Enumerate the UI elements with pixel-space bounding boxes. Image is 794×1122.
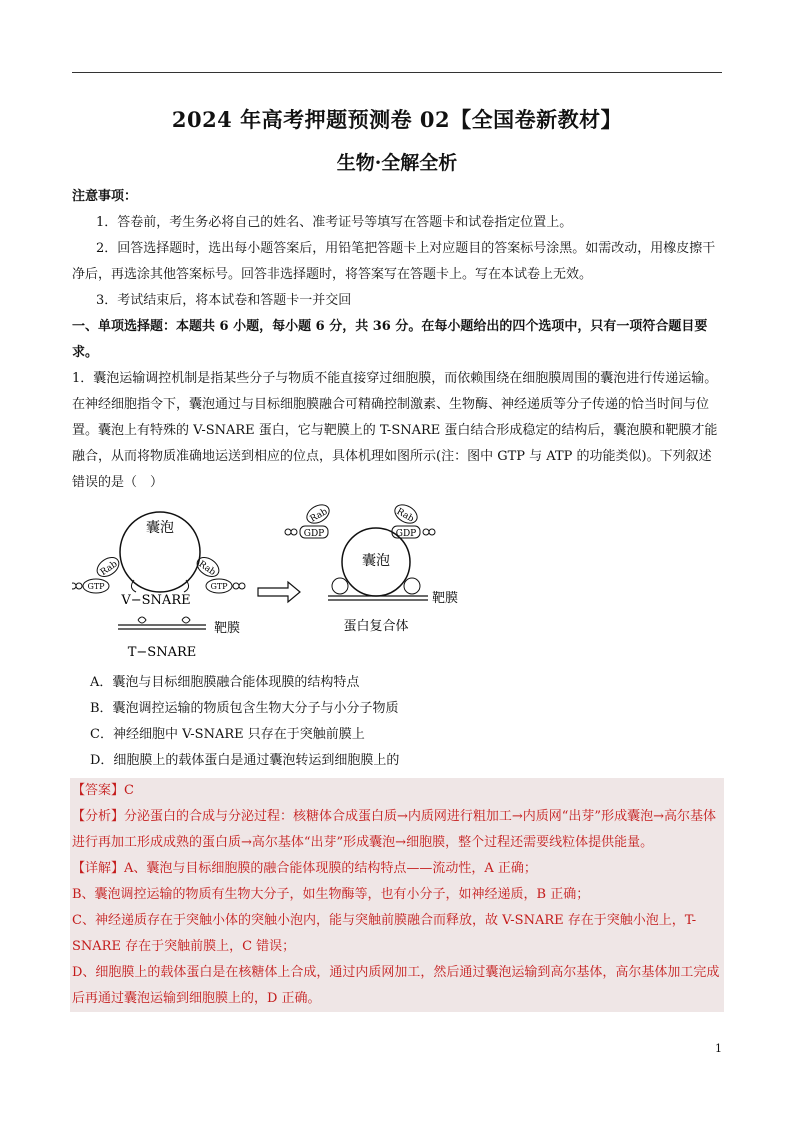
process-arrow bbox=[258, 582, 300, 602]
vesicle-diagram bbox=[72, 502, 492, 666]
page-subtitle: 生物·全解全析 bbox=[336, 152, 458, 174]
detail-c: C、神经递质存在于突触小体的突触小泡内，能与突触前膜融合而释放，故 V-SNARE 存在于突触小泡上，T-SNARE 存在于突触前膜上，C 错误； bbox=[72, 913, 697, 954]
header-rule bbox=[72, 72, 722, 73]
question-stem: 1．囊泡运输调控机制是指某些分子与物质不能直接穿过细胞膜，而依赖围绕在细胞膜周围的囊泡进行传递运输。在神经细胞指令下，囊泡通过与目标细胞膜融合可精确控制激素、生物酶、神经递质等分子传递的恰当时间与位置。囊泡上有特殊的 V-SNARE 蛋白，它与靶膜上的 T-SNARE 蛋白结合形成稳定的结构后，囊泡膜和靶膜才能融合，从而将物质准确地运送到相应的位点，具体机理如图所示(注：图中 GTP 与 ATP 的功能类似)。下列叙述错误的是（ ） bbox=[72, 371, 718, 490]
vesicle-label-left: 囊泡 bbox=[146, 520, 174, 536]
rab-label-upper-left: Rab bbox=[308, 506, 330, 525]
detail-b: B、囊泡调控运输的物质有生物大分子，如生物酶等，也有小分子，如神经递质，B 正确； bbox=[72, 887, 590, 902]
option-a: A．囊泡与目标细胞膜融合能体现膜的结构特点 bbox=[90, 675, 360, 690]
vesicle-figure bbox=[72, 502, 492, 666]
note-item-3: 3．考试结束后，将本试卷和答题卡一并交回 bbox=[96, 293, 352, 308]
rab-label-left: Rab bbox=[98, 559, 120, 578]
target-membrane-label-left: 靶膜 bbox=[214, 621, 241, 636]
section-heading: 一、单项选择题：本题共 6 小题，每小题 6 分，共 36 分。在每小题给出的四个选项中，只有一项符合题目要求。 bbox=[72, 319, 708, 360]
v-snare-label: V−SNARE bbox=[121, 593, 191, 608]
rab-label-right: Rab bbox=[196, 559, 218, 578]
rab-label-upper-right: Rab bbox=[394, 506, 416, 525]
answer-explanation bbox=[70, 778, 724, 1012]
document-body bbox=[72, 184, 724, 1012]
target-membrane-label-right: 靶膜 bbox=[432, 591, 459, 606]
option-b: B．囊泡调控运输的物质包含生物大分子与小分子物质 bbox=[90, 701, 399, 716]
gtp-label-right: GTP bbox=[210, 582, 228, 591]
gtp-label-left: GTP bbox=[87, 582, 105, 591]
t-snare-label: T−SNARE bbox=[127, 645, 197, 660]
gdp-label-left: GDP bbox=[303, 529, 325, 539]
gdp-label-right: GDP bbox=[395, 529, 417, 539]
answer-line: 【答案】C bbox=[72, 783, 134, 798]
page-number: 1 bbox=[715, 1042, 722, 1055]
detail-a: 【详解】A、囊泡与目标细胞膜的融合能体现膜的结构特点——流动性，A 正确； bbox=[72, 861, 537, 876]
notes-heading: 注意事项： bbox=[72, 189, 138, 204]
detail-d: D、细胞膜上的载体蛋白是在核糖体上合成，通过内质网加工，然后通过囊泡运输到高尔基体，高尔基体加工完成后再通过囊泡运输到细胞膜上的，D 正确。 bbox=[72, 965, 720, 1006]
note-item-1: 1．答卷前，考生务必将自己的姓名、准考证号等填写在答题卡和试卷指定位置上。 bbox=[96, 215, 573, 230]
option-c: C．神经细胞中 V-SNARE 只存在于突触前膜上 bbox=[90, 727, 365, 742]
option-d: D．细胞膜上的载体蛋白是通过囊泡转运到细胞膜上的 bbox=[90, 753, 400, 768]
answer-options bbox=[90, 670, 724, 774]
analysis-text: 【分析】分泌蛋白的合成与分泌过程：核糖体合成蛋白质→内质网进行粗加工→内质网“出芽”形成囊泡→高尔基体进行再加工形成成熟的蛋白质→高尔基体“出芽”形成囊泡→细胞膜，整个过程还需要线粒体提供能量。 bbox=[72, 809, 716, 850]
note-item-2: 2．回答选择题时，选出每小题答案后，用铅笔把答题卡上对应题目的答案标号涂黑。如需改动，用橡皮擦干净后，再选涂其他答案标号。回答非选择题时，将答案写在答题卡上。写在本试卷上无效。 bbox=[72, 241, 716, 282]
vesicle-label-right: 囊泡 bbox=[362, 553, 390, 569]
complex-label: 蛋白复合体 bbox=[343, 619, 409, 634]
page-title: 2024 年高考押题预测卷 02【全国卷新教材】 bbox=[171, 107, 623, 132]
